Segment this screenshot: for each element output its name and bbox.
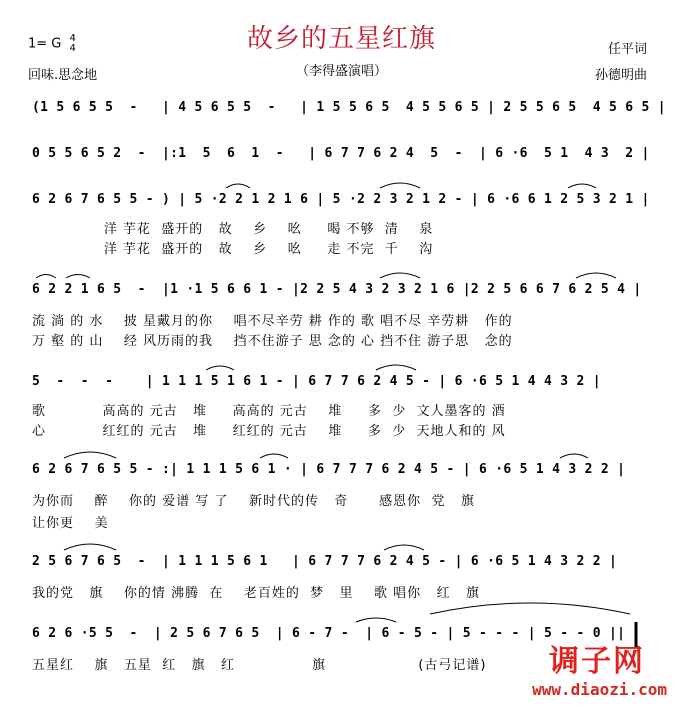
- lyric-row-4a: 流 淌 的 水 披 星戴月的你 唱不尽辛劳 耕 作的 歌 唱不尽 辛劳耕 作的: [32, 314, 513, 329]
- lyric-row-4b: 万 壑 的 山 经 风历雨的我 挡不住游子 思 念的 心 挡不住 游子思 念的: [32, 334, 513, 349]
- key-text: 1= G: [28, 36, 62, 52]
- lyric-row-5a: 歌 高高的 元古 堆 高高的 元古 堆 多 少 文人墨客的 酒: [32, 404, 506, 419]
- notation-row-8: 6 2 6 ·5 5 - | 2 5 6 7 6 5 | 6 - 7 - | 6 - 5 - | 5 - - - | 5 - - 0 ||: [32, 626, 626, 641]
- watermark-logo: 调子网: [549, 644, 645, 679]
- notation-row-5: 5 - - - | 1 1 1 5 1 6 1 - | 6 7 7 6 2 4 5 - | 6 ·6 5 1 4 4 3 2 |: [32, 374, 601, 389]
- lyric-row-6a: 为你而 醉 你的 爱谱 写 了 新时代的传 奇 感恩你 党 旗: [32, 494, 475, 509]
- time-sig-bottom: 4: [69, 43, 76, 54]
- time-sig-top: 4: [69, 33, 76, 44]
- slur-mark: [560, 454, 588, 458]
- notation-row-7: 2 5 6 7 6 5 - | 1 1 1 5 6 1 | 6 7 7 7 6 2 4 5 - | 6 ·6 5 1 4 3 2 2 |: [32, 554, 618, 569]
- watermark-url: www.diaozi.com: [532, 680, 667, 699]
- slur-mark: [376, 365, 416, 370]
- slur-mark: [576, 273, 616, 278]
- lyric-row-3b: 洋 芋花 盛开的 故 乡 吆 走 不完 千 沟: [32, 242, 434, 257]
- slur-mark: [226, 184, 250, 188]
- slur-mark: [64, 544, 116, 550]
- notation-row-3: 6 2 6 7 6 5 5 - ) | 5 ·2 2 1 2 1 6 | 5 ·2 2 3 2 1 2 - | 6 ·6 6 1 2 5 3 2 1 |: [32, 192, 650, 207]
- slur-mark: [260, 454, 288, 458]
- expression-mark: 回味.思念地: [28, 68, 98, 83]
- slur-mark: [36, 275, 56, 279]
- slur-mark: [356, 618, 396, 622]
- slur-mark: [380, 183, 420, 188]
- slur-mark: [430, 603, 630, 614]
- time-signature: [70, 34, 76, 54]
- key-signature: [28, 34, 76, 54]
- slur-mark: [206, 366, 234, 370]
- notation-row-6: 6 2 6 7 6 5 5 - :| 1 1 1 5 6 1 · | 6 7 7 7 6 2 4 5 - | 6 ·6 5 1 4 3 2 2 |: [32, 462, 626, 477]
- slur-mark: [66, 275, 90, 279]
- lyric-row-3a: 洋 芋花 盛开的 故 乡 吆 喝 不够 清 泉: [32, 222, 434, 237]
- lyricist: 任平词: [607, 42, 647, 57]
- notation-row-1: (1 5 6 5 5 - | 4 5 6 5 5 - | 1 5 5 6 5 4 5 5 6 5 | 2 5 5 6 5 4 5 6 5 |: [32, 100, 666, 115]
- slur-mark: [64, 452, 116, 458]
- slur-mark: [380, 273, 420, 278]
- lyric-row-8a: 五星红 旗 五星 红 旗 红 旗 (古弓记谱): [32, 658, 487, 673]
- performer: （李得盛演唱）: [295, 64, 387, 79]
- song-title: 故乡的五星红旗: [246, 24, 436, 54]
- notation-row-4: 6 2 2 1 6 5 - |1 ·1 5 6 6 1 - |2 2 5 4 3 2 3 2 1 6 |2 2 5 6 6 7 6 2 5 4 |: [32, 282, 642, 297]
- notation-row-2: 0 5 5 6 5 2 - |:1 5 6 1 - | 6 7 7 6 2 4 5 - | 6 ·6 5 1 4 3 2 |: [32, 146, 650, 161]
- lyric-row-7a: 我的党 旗 你的情 沸腾 在 老百姓的 梦 里 歌 唱你 红 旗: [32, 586, 480, 601]
- slur-mark: [568, 184, 596, 188]
- composer: 孙德明曲: [594, 68, 647, 83]
- lyric-row-6b: 让你更 美: [32, 516, 109, 531]
- slur-mark: [384, 545, 424, 550]
- lyric-row-5b: 心 红红的 元古 堆 红红的 元古 堆 多 少 天地人和的 风: [32, 424, 506, 439]
